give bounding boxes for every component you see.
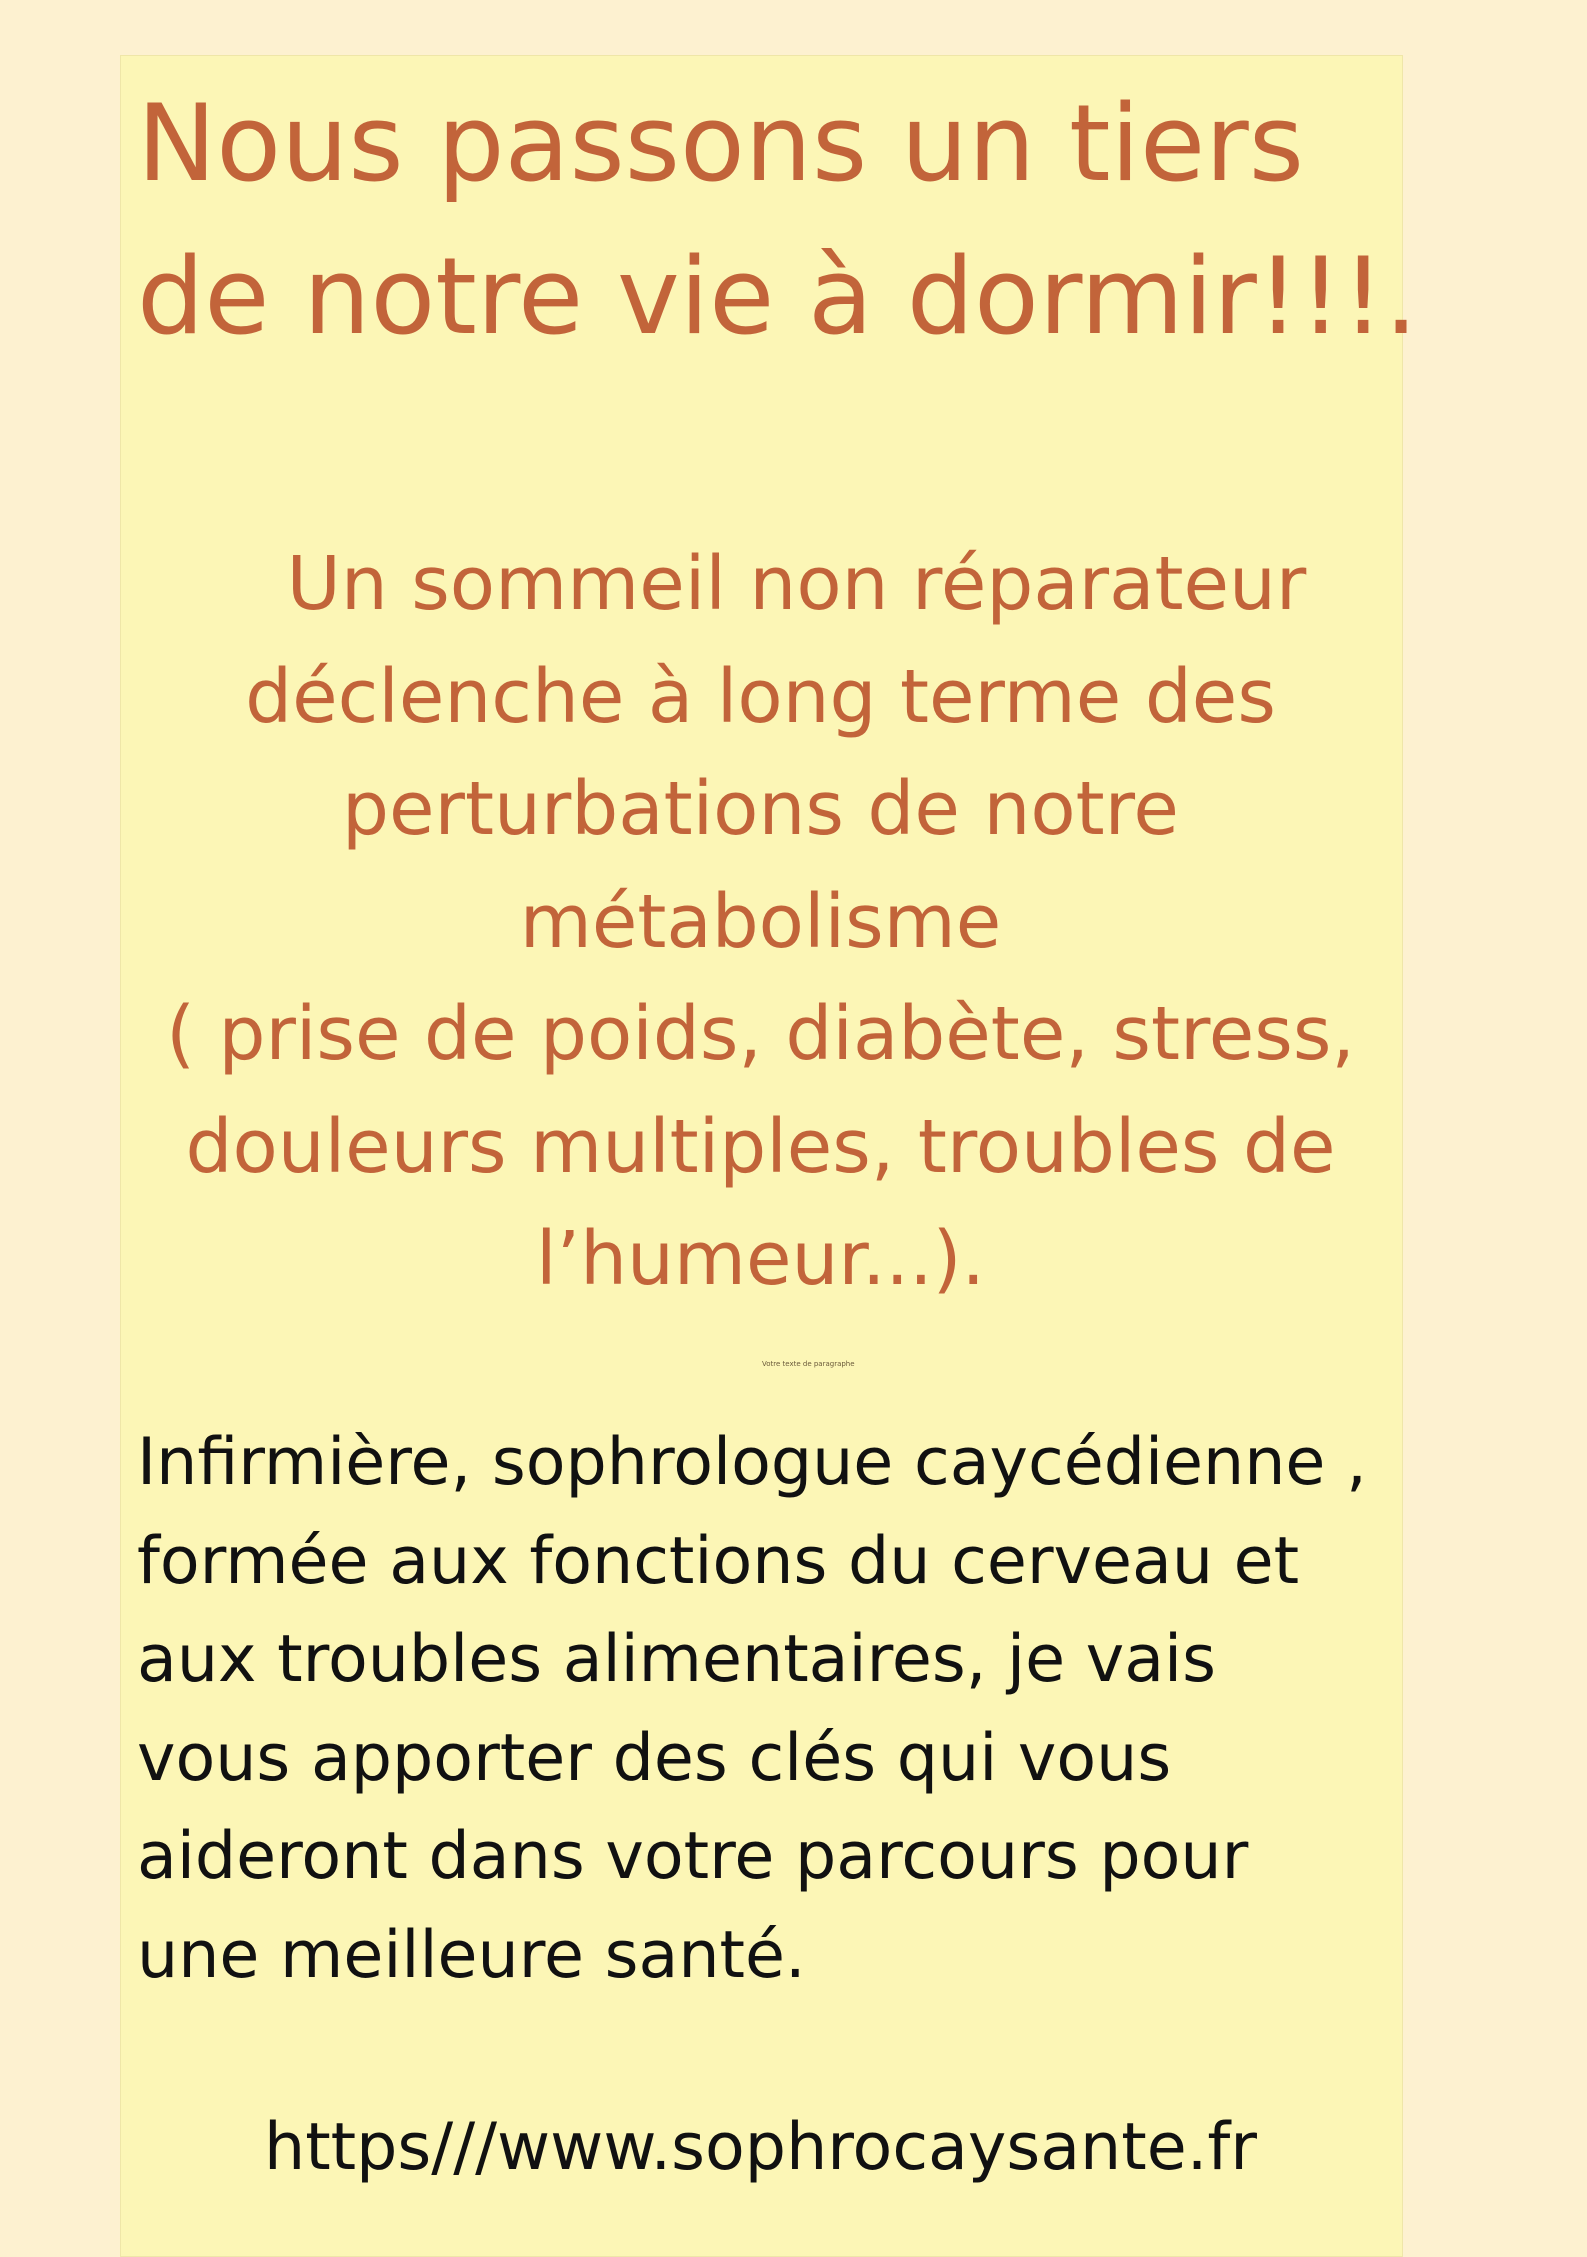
bio-line: Infirmière, sophrologue caycédienne , (137, 1425, 1367, 1500)
subtitle-line: perturbations de notre (342, 766, 1179, 852)
website-url: https///www.sophrocaysante.fr (264, 2110, 1257, 2185)
subtitle-line: Un sommeil non réparateur (286, 541, 1307, 627)
bio-line: aideront dans votre parcours pour (137, 1819, 1249, 1895)
subtitle-block (120, 528, 1401, 1316)
bio-line: aux troubles alimentaires, je vais (137, 1622, 1216, 1698)
headline (137, 67, 1419, 373)
subtitle-line: l’humeur...). (536, 1216, 985, 1302)
placeholder-text: Votre texte de paragraphe (762, 1360, 855, 1368)
bio-paragraph (137, 1414, 1397, 2006)
subtitle-line: douleurs multiples, troubles de (185, 1103, 1336, 1190)
subtitle-line: déclenche à long terme des (245, 653, 1276, 740)
bio-line: formée aux fonctions du cerveau et (137, 1523, 1300, 1599)
headline-line: de notre vie à dormir!!!. (137, 235, 1419, 358)
bio-line: une meilleure santé. (137, 1917, 806, 1993)
subtitle-line: métabolisme (519, 878, 1002, 965)
headline-line: Nous passons un tiers (137, 82, 1304, 205)
bio-line: vous apporter des clés qui vous (137, 1720, 1172, 1796)
subtitle-line: ( prise de poids, diabète, stress, (166, 991, 1355, 1077)
